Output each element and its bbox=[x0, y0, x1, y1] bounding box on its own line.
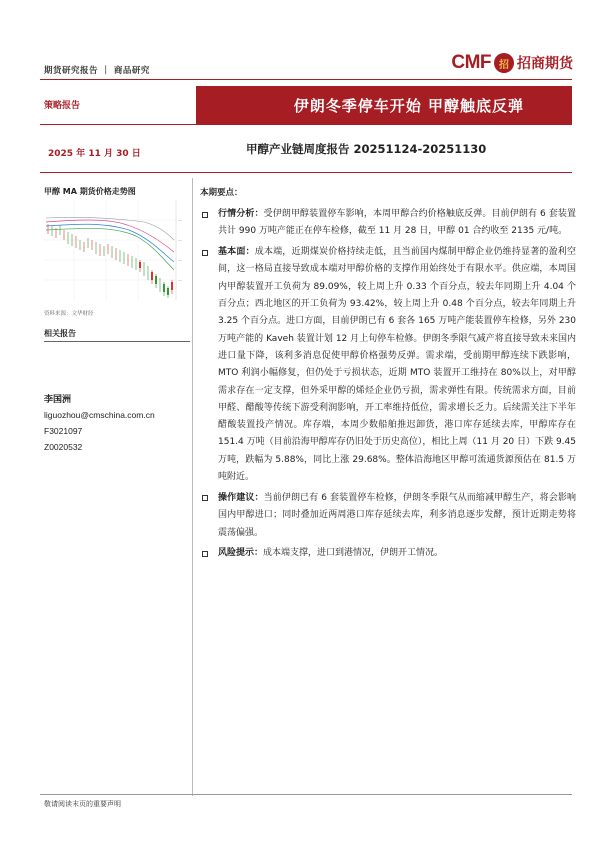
logo-cmf-text: CMF bbox=[451, 52, 491, 73]
report-title: 伊朗冬季停车开始 甲醇触底反弹 bbox=[293, 96, 524, 115]
key-point-title: 操作建议： bbox=[218, 492, 264, 503]
key-point-strategy bbox=[202, 490, 576, 542]
related-rule bbox=[44, 341, 190, 342]
bullet-square-icon bbox=[202, 495, 208, 501]
bullet-square-icon bbox=[202, 212, 208, 218]
report-subtitle: 甲醇产业链周度报告 20251124-20251130 bbox=[246, 142, 487, 156]
doc-type-label: 策略报告 bbox=[44, 101, 81, 111]
key-point-fundamentals bbox=[202, 244, 576, 486]
svg-text:—: — bbox=[178, 278, 182, 283]
key-point-title: 基本面： bbox=[218, 247, 255, 258]
key-point-title: 风险提示： bbox=[218, 548, 264, 559]
key-point-body: 受伊朗甲醇装置停车影响，本周甲醇合约价格触底反弹。目前伊朗有 6 套装置共计 990 万吨产能正在停车检修，截至 11 月 28 日，甲醇 01 合约收至 2135 元/吨。 bbox=[218, 209, 576, 237]
price-chart-image bbox=[44, 200, 188, 304]
title-banner bbox=[196, 86, 572, 124]
logo-company-name: 招商期货 bbox=[517, 56, 573, 72]
title-rule bbox=[40, 124, 572, 125]
analyst-cert-1: F3021097 bbox=[44, 426, 83, 436]
report-date: 2025 年 11 月 30 日 bbox=[48, 149, 141, 159]
logo-seal-icon: 招 bbox=[494, 53, 514, 73]
header-rule bbox=[40, 79, 572, 80]
key-point-body: 当前伊朗已有 6 套装置停车检修，伊朗冬季限气从而缩减甲醇生产，将会影响国内甲醇进口；同时叠加近两周港口库存延续去库，利多消息逐步发酵，预计近期走势将震荡偏强。 bbox=[218, 492, 576, 538]
company-logo bbox=[451, 50, 573, 76]
svg-text:—: — bbox=[178, 258, 182, 263]
footer-disclaimer: 敬请阅读末页的重要声明 bbox=[44, 800, 121, 808]
price-chart-thumbnail bbox=[44, 200, 188, 304]
analyst-email[interactable]: liguozhou@cmschina.com.cn bbox=[44, 410, 155, 420]
subtitle-rule bbox=[40, 172, 572, 173]
report-category: 期货研究报告 ｜ 商品研究 bbox=[44, 66, 150, 76]
bullet-square-icon bbox=[202, 250, 208, 256]
footer-rule bbox=[40, 794, 572, 795]
analyst-cert-2: Z0020532 bbox=[44, 442, 83, 452]
analyst-name: 李国洲 bbox=[44, 395, 72, 405]
related-reports-heading: 相关报告 bbox=[44, 329, 76, 338]
key-point-market bbox=[202, 206, 576, 241]
key-point-title: 行情分析： bbox=[218, 209, 264, 219]
chart-title: 甲醇 MA 期货价格走势图 bbox=[44, 187, 136, 196]
bullet-square-icon bbox=[202, 551, 208, 557]
key-point-risk bbox=[202, 545, 576, 562]
svg-text:—: — bbox=[178, 218, 182, 223]
chart-source: 资料来源：文华财经 bbox=[44, 311, 94, 317]
key-point-body: 成本端支撑，进口到港情况，伊朗开工情况。 bbox=[263, 548, 444, 559]
svg-text:—: — bbox=[178, 238, 182, 243]
key-points-heading: 本期要点： bbox=[200, 188, 243, 198]
key-point-body: 成本端，近期煤炭价格持续走低，且当前国内煤制甲醇企业仍维持显著的盈利空间，这一格局直接导致成本端对甲醇价格的支撑作用始终处于有限水平。供应端，本周国内甲醇装置开工负荷为 89.09%，较上周上升 0.33 个百分点，较去年同期上升 4.04 个百分点；西北地区的开工负荷为 93.42%，较上周上升 0.48 个百分点，较去年同期上升 3.25 个百分点。进口方面，目前伊朗已有 6 套各 165 万吨产能装置停车检修，另外 230 万吨产能的 Kaveh 装置计划 12 月上旬停车检修。伊朗冬季限气减产将直接导致未来国内进口量下降，该利多消息促使甲醇价格强势反弹。需求端，受前期甲醇连续下跌影响，MTO 利润小幅修复，但仍处于亏损状态，近期 MTO 装置开工维持在 80%以上，对甲醇需求存在一定支撑，但外采甲醇的烯烃企业仍亏损，需求弹性有限。传统需求方面，目前甲醛、醋酸等传统下游受利润影响，开工率维持低位，需求增长乏力。后续需关注下半年醋酸装置投产情况。库存端，本周少数船舶推迟卸货，港口库存延续去库，甲醇库存在 151.4 万吨（目前沿海甲醇库存仍旧处于历史高位），相比上周（11 月 20 日）下跌 9.45 万吨，跌幅为 5.88%，同比上涨 29.68%。整体沿海地区甲醇可流通货源预估在 81.5 万吨附近。 bbox=[218, 247, 576, 483]
column-divider bbox=[192, 178, 193, 796]
key-points-list bbox=[202, 206, 576, 566]
